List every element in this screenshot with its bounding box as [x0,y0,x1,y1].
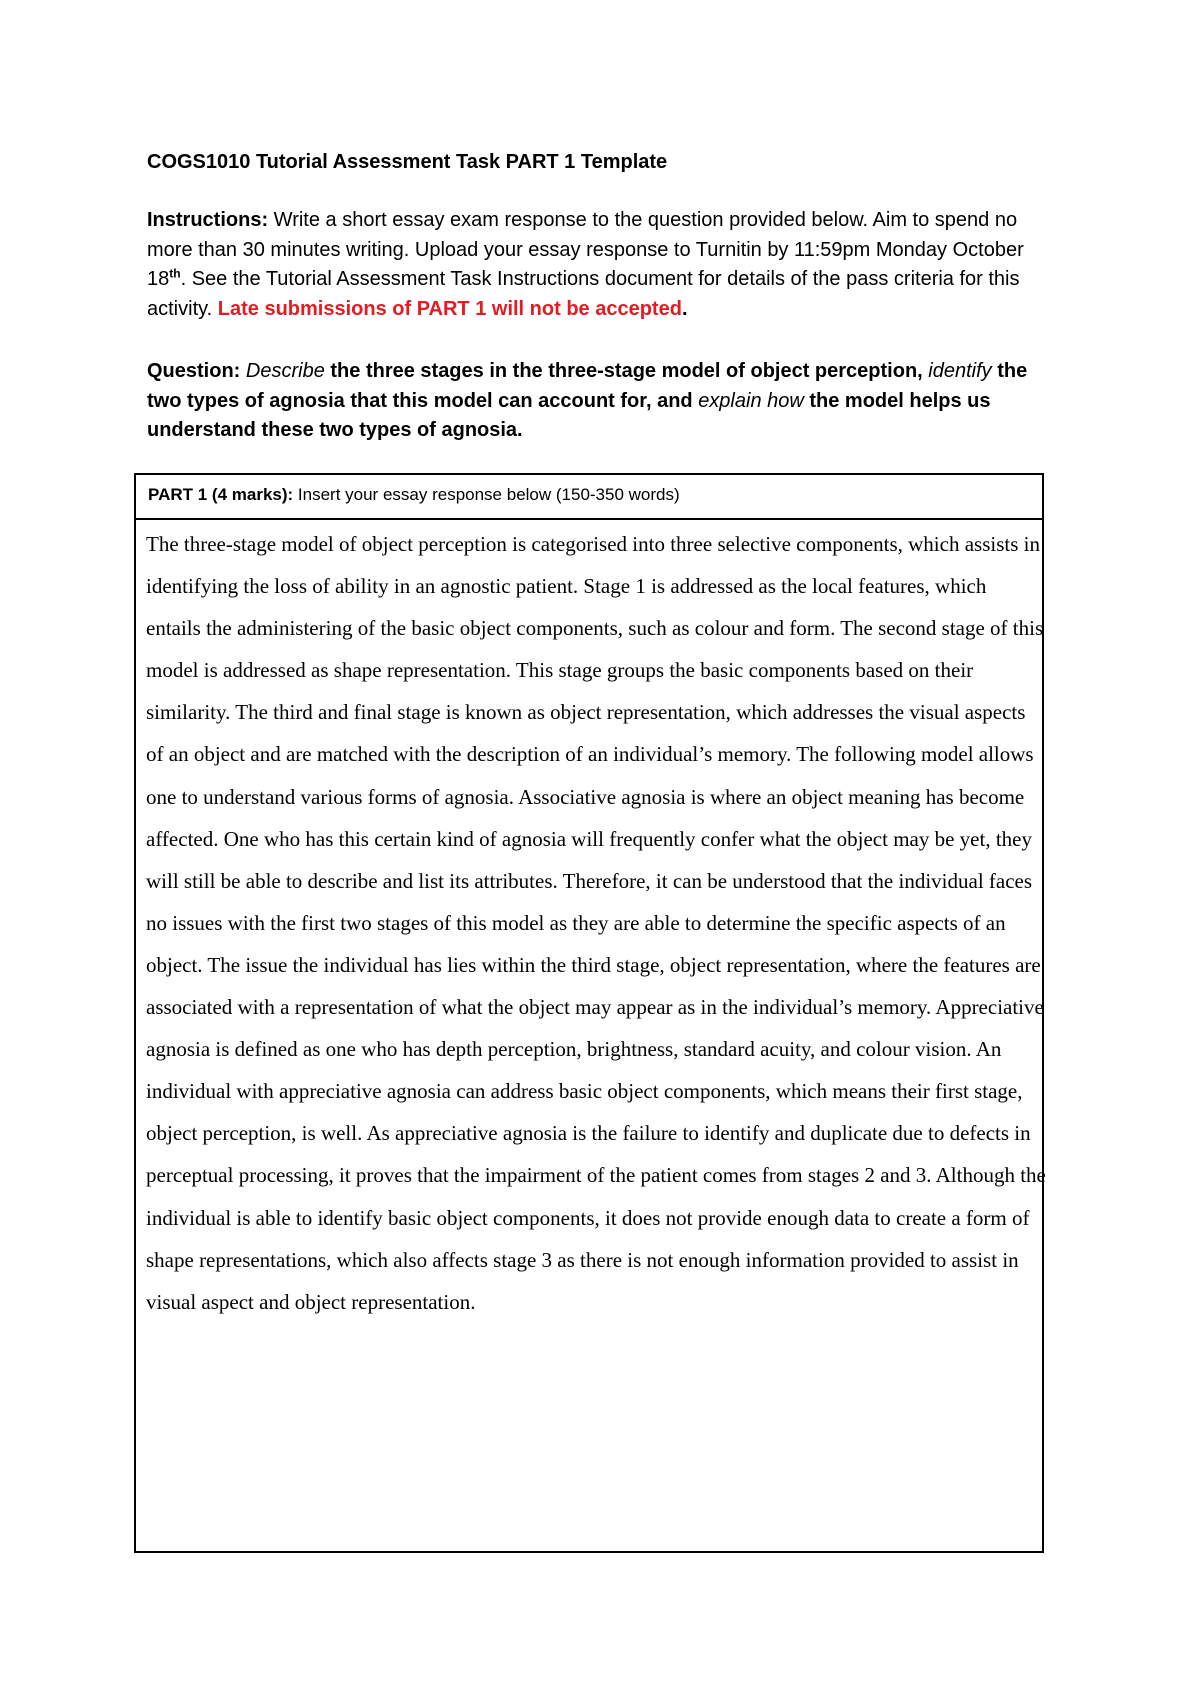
question-text-1: the three stages in the three-stage model of object perception, [324,360,929,382]
response-table [134,473,1044,1553]
instructions-superscript: th [169,266,181,281]
document-title: COGS1010 Tutorial Assessment Task PART 1 Template [147,151,668,173]
question-word-explain: explain how [698,389,804,412]
question-text-2: the two types of agnosia that this model can account for, and [147,360,1028,412]
instructions-text-1: Write a short essay exam response to the question provided below. Aim to spend no more than 30 minutes writing. Upload your essay response to Turnitin by 11:59pm Monday October 18 [147,209,1024,290]
instructions-text-2: . See the Tutorial Assessment Task Instructions document for details of the pass criteria for this activity. [147,268,1020,320]
question-label: Question: [147,360,241,382]
instructions-paragraph [147,206,1067,324]
question-text-3: the model helps us understand these two types of agnosia. [147,389,991,441]
question-word-describe: Describe [245,360,325,382]
instructions-label: Instructions: [147,209,269,231]
essay-response[interactable]: The three-stage model of object perception is categorised into three selective components, which assists in identifying the loss of ability in an agnostic patient. Stage 1 is addressed as the local features, which entails the administering of the basic object components, such as colour and form. The second stage of this model is addressed as shape representation. This stage groups the basic components based on their similarity. The third and final stage is known as object representation, which addresses the visual aspects of an object and are matched with the description of an individual’s memory. The following model allows one to understand various forms of agnosia. Associative agnosia is where an object meaning has become affected. One who has this certain kind of agnosia will frequently confer what the object may be yet, they will still be able to describe and list its attributes. Therefore, it can be understood that the individual faces no issues with the first two stages of this model as they are able to determine the specific aspects of an object. The issue the individual has lies within the third stage, object representation, where the features are associated with a representation of what the object may appear as in the individual’s memory. Appreciative agnosia is defined as one who has depth perception, brightness, standard acuity, and colour vision. An individual with appreciative agnosia can address basic object components, which means their first stage, object perception, is well. As appreciative agnosia is the failure to identify and duplicate due to defects in perceptual processing, it proves that the impairment of the patient comes from stages 2 and 3. Although the individual is able to identify basic object components, it does not provide enough data to create a form of shape representations, which also affects stage 3 as there is not enough information provided to assist in visual aspect and object representation. [146,532,1046,1314]
response-header-text: Insert your essay response below (150-350 words) [293,485,680,504]
response-header [136,475,1042,520]
response-header-label: PART 1 (4 marks): [148,485,294,504]
late-submission-warning: Late submissions of PART 1 will not be accepted [217,297,682,320]
question-paragraph [147,357,1067,446]
question-word-identify: identify [928,360,992,382]
instructions-end: . [681,297,688,320]
